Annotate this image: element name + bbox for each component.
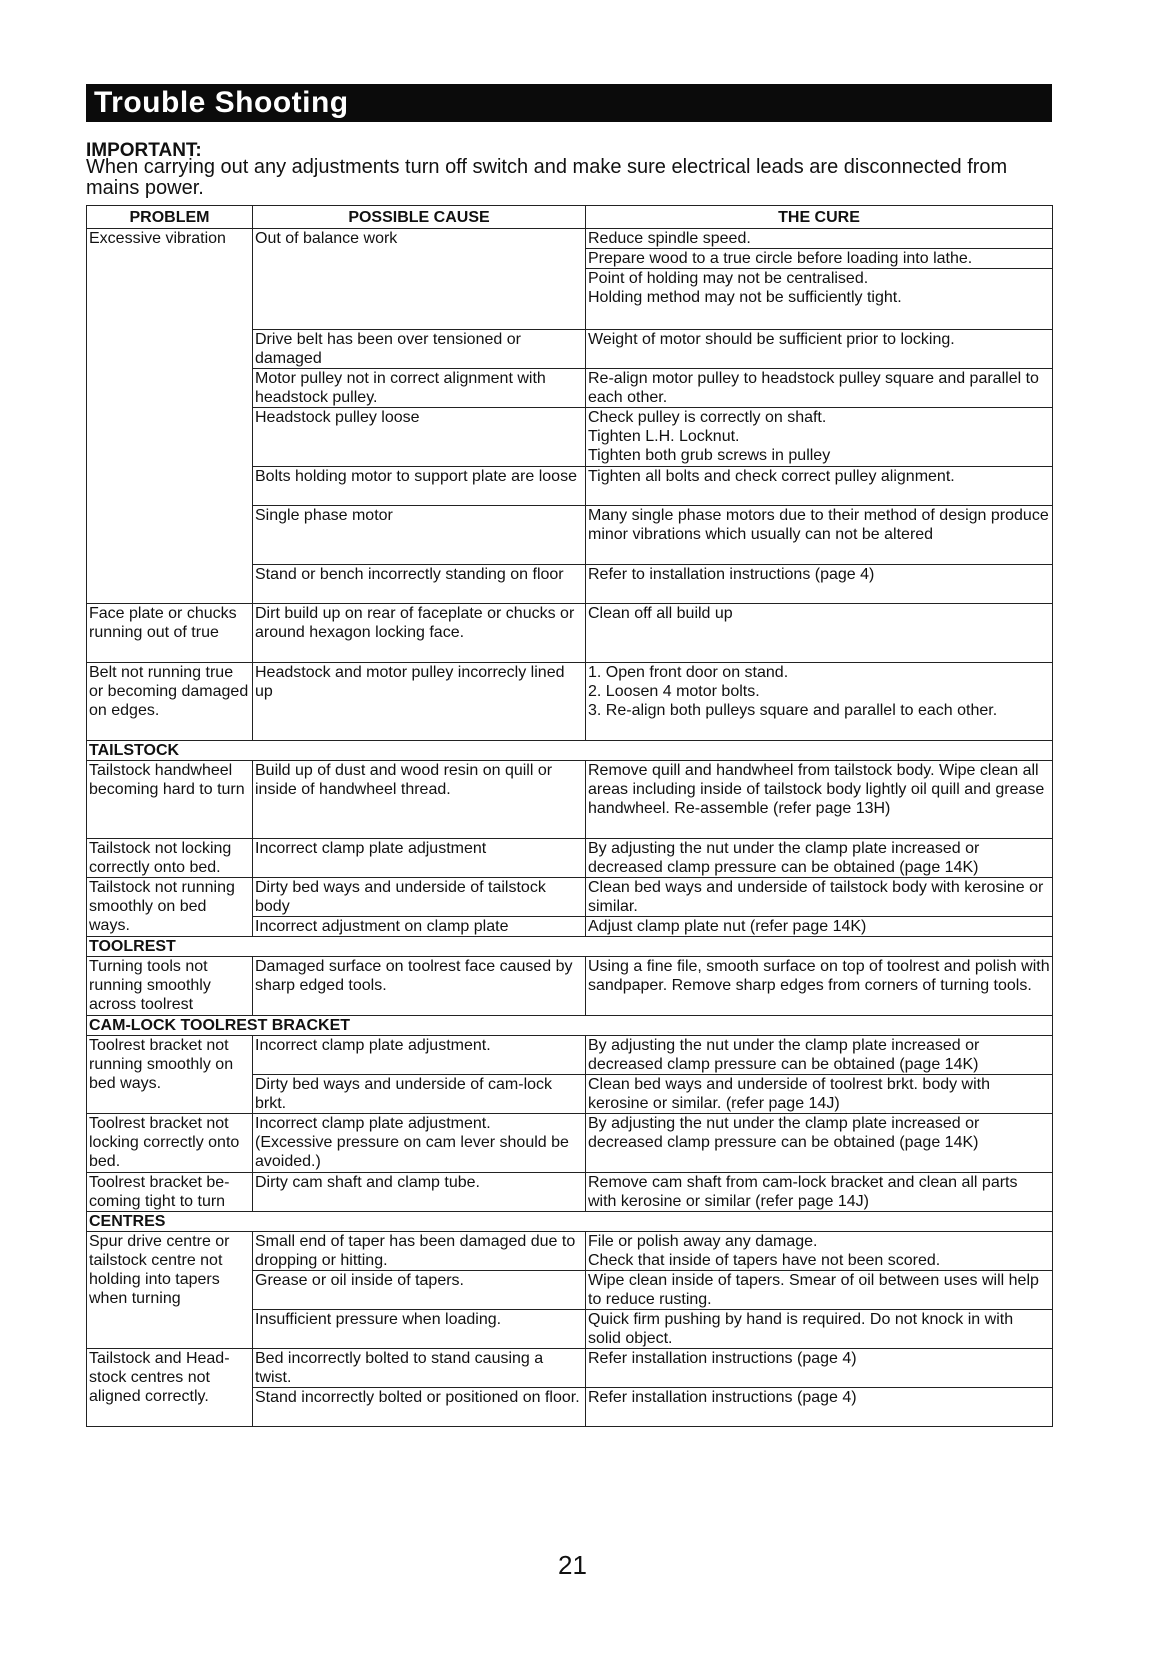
cause-cell: Insufficient pressure when loading. xyxy=(253,1310,586,1349)
table-row xyxy=(87,1349,1053,1388)
cure-cell: File or polish away any damage. Check that inside of tapers have not been scored. xyxy=(586,1232,1053,1271)
header-problem: PROBLEM xyxy=(87,206,253,229)
cure-cell: Refer installation instructions (page 4) xyxy=(586,1349,1053,1388)
cure-cell: Refer to installation instructions (page 4) xyxy=(586,565,1053,604)
cause-cell: Out of balance work xyxy=(253,229,586,330)
table-row xyxy=(87,957,1053,1016)
problem-cell: Turning tools not running smoothly across toolrest xyxy=(87,957,253,1016)
section-heading-toolrest: TOOLREST xyxy=(87,937,1053,957)
cause-cell: Dirty cam shaft and clamp tube. xyxy=(253,1173,586,1212)
cure-cell: Adjust clamp plate nut (refer page 14K) xyxy=(586,917,1053,937)
cause-cell: Incorrect adjustment on clamp plate xyxy=(253,917,586,937)
table-row xyxy=(87,1114,1053,1173)
problem-cell: Face plate or chucks running out of true xyxy=(87,604,253,663)
section-row xyxy=(87,741,1053,761)
table-row xyxy=(87,229,1053,249)
cure-cell: 1. Open front door on stand. 2. Loosen 4 motor bolts. 3. Re-align both pulleys square and parallel to each other. xyxy=(586,663,1053,741)
cure-cell: Re-align motor pulley to headstock pulley square and parallel to each other. xyxy=(586,369,1053,408)
section-row xyxy=(87,1016,1053,1036)
cure-cell: Refer installation instructions (page 4) xyxy=(586,1388,1053,1427)
table-row xyxy=(87,1036,1053,1075)
section-row xyxy=(87,937,1053,957)
table-row xyxy=(87,839,1053,878)
cure-cell: Check pulley is correctly on shaft. Tighten L.H. Locknut. Tighten both grub screws in pulley xyxy=(586,408,1053,467)
title-bar xyxy=(86,84,1052,122)
cure-cell: Many single phase motors due to their method of design produce minor vibrations which usually can not be altered xyxy=(586,506,1053,565)
cause-cell: Incorrect clamp plate adjustment. (Excessive pressure on cam lever should be avoided.) xyxy=(253,1114,586,1173)
problem-cell: Toolrest bracket be-coming tight to turn xyxy=(87,1173,253,1212)
cause-cell: Dirty bed ways and underside of cam-lock brkt. xyxy=(253,1075,586,1114)
cause-cell: Stand incorrectly bolted or positioned on floor. xyxy=(253,1388,586,1427)
problem-cell: Tailstock not locking correctly onto bed. xyxy=(87,839,253,878)
problem-cell: Tailstock not running smoothly on bed ways. xyxy=(87,878,253,937)
section-heading-camlock: CAM-LOCK TOOLREST BRACKET xyxy=(87,1016,1053,1036)
table-row xyxy=(87,761,1053,839)
important-text: When carrying out any adjustments turn off switch and make sure electrical leads are disconnected from mains power. xyxy=(86,156,1008,199)
header-cause: POSSIBLE CAUSE xyxy=(253,206,586,229)
important-label: IMPORTANT: xyxy=(86,140,202,161)
cause-cell: Build up of dust and wood resin on quill or inside of handwheel thread. xyxy=(253,761,586,839)
problem-cell: Belt not running true or becoming damaged on edges. xyxy=(87,663,253,741)
cure-cell: Clean bed ways and underside of toolrest brkt. body with kerosine or similar. (refer page 14J) xyxy=(586,1075,1053,1114)
cause-cell: Grease or oil inside of tapers. xyxy=(253,1271,586,1310)
cause-cell: Incorrect clamp plate adjustment. xyxy=(253,1036,586,1075)
cause-cell: Headstock and motor pulley incorrecly lined up xyxy=(253,663,586,741)
cure-cell: Remove quill and handwheel from tailstock body. Wipe clean all areas including inside of tailstock body lightly oil quill and grease handwheel. Re-assemble (refer page 13H) xyxy=(586,761,1053,839)
cause-cell: Incorrect clamp plate adjustment xyxy=(253,839,586,878)
header-cure: THE CURE xyxy=(586,206,1053,229)
table-row xyxy=(87,1173,1053,1212)
cause-cell: Damaged surface on toolrest face caused by sharp edged tools. xyxy=(253,957,586,1016)
cause-cell: Bed incorrectly bolted to stand causing a twist. xyxy=(253,1349,586,1388)
cure-cell: By adjusting the nut under the clamp plate increased or decreased clamp pressure can be obtained (page 14K) xyxy=(586,1036,1053,1075)
section-heading-centres: CENTRES xyxy=(87,1212,1053,1232)
cause-cell: Single phase motor xyxy=(253,506,586,565)
cause-cell: Drive belt has been over tensioned or damaged xyxy=(253,330,586,369)
cure-cell: By adjusting the nut under the clamp plate increased or decreased clamp pressure can be obtained (page 14K) xyxy=(586,839,1053,878)
troubleshooting-table xyxy=(86,205,1053,1427)
cure-cell: Quick firm pushing by hand is required. Do not knock in with solid object. xyxy=(586,1310,1053,1349)
problem-cell: Tailstock handwheel becoming hard to turn xyxy=(87,761,253,839)
table-header-row xyxy=(87,206,1053,229)
table-row xyxy=(87,878,1053,917)
cause-cell: Bolts holding motor to support plate are loose xyxy=(253,467,586,506)
problem-cell: Spur drive centre or tailstock centre not holding into tapers when turning xyxy=(87,1232,253,1349)
section-heading-tailstock: TAILSTOCK xyxy=(87,741,1053,761)
cure-cell: Tighten all bolts and check correct pulley alignment. xyxy=(586,467,1053,506)
cure-cell: Weight of motor should be sufficient prior to locking. xyxy=(586,330,1053,369)
cure-cell: Clean bed ways and underside of tailstock body with kerosine or similar. xyxy=(586,878,1053,917)
cause-cell: Dirty bed ways and underside of tailstock body xyxy=(253,878,586,917)
cure-cell: Prepare wood to a true circle before loading into lathe. xyxy=(586,249,1053,269)
cure-cell: Using a fine file, smooth surface on top of toolrest and polish with sandpaper. Remove sharp edges from corners of turning tools. xyxy=(586,957,1053,1016)
table-row xyxy=(87,604,1053,663)
cure-cell: Reduce spindle speed. xyxy=(586,229,1053,249)
problem-cell: Excessive vibration xyxy=(87,229,253,604)
problem-cell: Toolrest bracket not running smoothly on bed ways. xyxy=(87,1036,253,1114)
cause-cell: Motor pulley not in correct alignment with headstock pulley. xyxy=(253,369,586,408)
cause-cell: Stand or bench incorrectly standing on floor xyxy=(253,565,586,604)
cure-cell: Remove cam shaft from cam-lock bracket and clean all parts with kerosine or similar (refer page 14J) xyxy=(586,1173,1053,1212)
cure-cell: Wipe clean inside of tapers. Smear of oil between uses will help to reduce rusting. xyxy=(586,1271,1053,1310)
table-row xyxy=(87,1232,1053,1271)
problem-cell: Toolrest bracket not locking correctly onto bed. xyxy=(87,1114,253,1173)
page-title: Trouble Shooting xyxy=(94,86,349,119)
cause-cell: Dirt build up on rear of faceplate or chucks or around hexagon locking face. xyxy=(253,604,586,663)
cause-cell: Small end of taper has been damaged due to dropping or hitting. xyxy=(253,1232,586,1271)
table-row xyxy=(87,663,1053,741)
cure-cell: By adjusting the nut under the clamp plate increased or decreased clamp pressure can be obtained (page 14K) xyxy=(586,1114,1053,1173)
section-row xyxy=(87,1212,1053,1232)
page-number: 21 xyxy=(558,1550,587,1580)
problem-cell: Tailstock and Head-stock centres not aligned correctly. xyxy=(87,1349,253,1427)
cure-cell: Point of holding may not be centralised. Holding method may not be sufficiently tight. xyxy=(586,269,1053,330)
cure-cell: Clean off all build up xyxy=(586,604,1053,663)
cause-cell: Headstock pulley loose xyxy=(253,408,586,467)
